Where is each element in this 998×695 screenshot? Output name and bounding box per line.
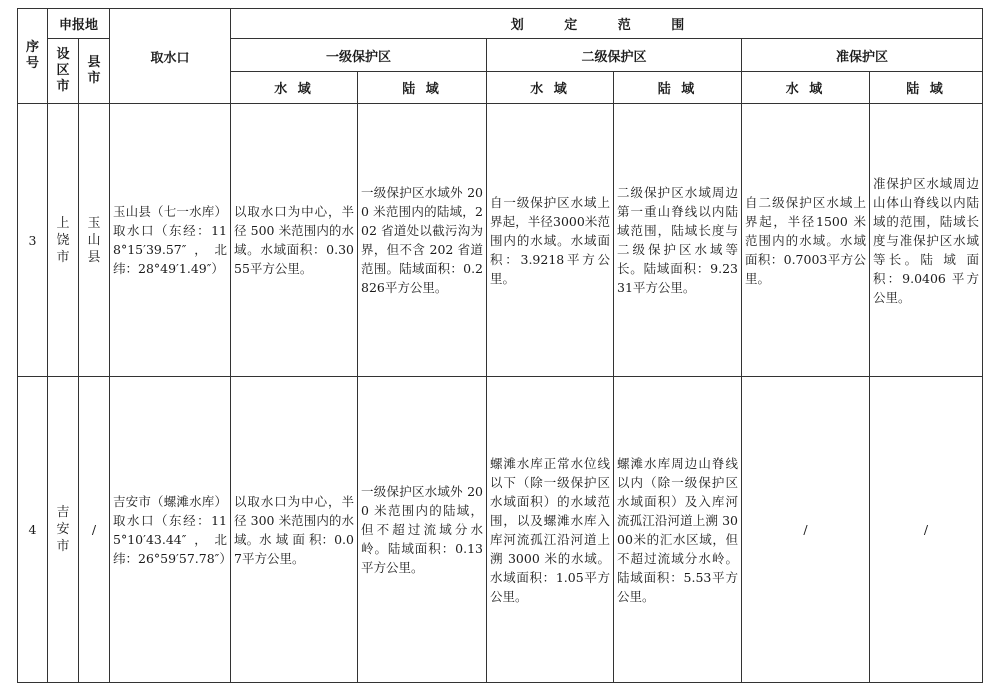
row-z3-land: / [870,377,983,683]
protection-zone-table [17,8,983,683]
header-scope: 划 定 范 围 [231,9,983,39]
header-intake: 取水口 [110,9,231,104]
row-z3-land: 准保护区水域周边山体山脊线以内陆域的范围，陆域长度与准保护区水域等长。陆 域 面 积：9.0406 平方公里。 [870,104,983,377]
header-city: 设区市 [48,39,79,104]
row-intake: 吉安市（螺滩水库）取水口（东经：115°10′43.44″，北 纬：26°59′57.78″） [110,377,231,683]
row-z3-water: / [742,377,870,683]
header-z2-water: 水 域 [487,72,614,104]
row-z1-water: 以取水口为中心，半径 300 米范围内的水域。水 域 面 积：0.07平方公里。 [231,377,358,683]
header-z1-land: 陆 域 [358,72,487,104]
row-intake: 玉山县（七一水库）取水口（东经：118°15′39.57″，北 纬：28°49′1.49″） [110,104,231,377]
header-report-place: 申报地 [48,9,110,39]
header-z3-water: 水 域 [742,72,870,104]
row-z3-water: 自二级保护区水域上界起，半径1500 米范围内的水域。水域面积：0.7003平方公里。 [742,104,870,377]
header-z3-land: 陆 域 [870,72,983,104]
header-zone3: 准保护区 [742,39,983,72]
row-seq: 3 [18,104,48,377]
row-city: 上饶市 [48,104,79,377]
row-z2-land: 螺滩水库周边山脊线以内（除一级保护区水域面积）及入库河流孤江沿河道上溯 3000米的汇水区域，但不超过流域分水岭。陆域面积：5.53平方公里。 [614,377,742,683]
row-z1-land: 一级保护区水域外 200 米范围内的陆域，但不超过流域分水岭。陆域面积：0.13平方公里。 [358,377,487,683]
header-z2-land: 陆 域 [614,72,742,104]
header-county: 县市 [79,39,110,104]
header-zone2: 二级保护区 [487,39,742,72]
row-county: 玉山县 [79,104,110,377]
row-z2-water: 螺滩水库正常水位线以下（除一级保护区水域面积）的水域范围，以及螺滩水库入库河流孤江沿河道上溯 3000 米的水域。水域面积：1.05平方公里。 [487,377,614,683]
header-zone1: 一级保护区 [231,39,487,72]
table-row [18,377,983,683]
row-county: / [79,377,110,683]
row-z1-water: 以取水口为中心，半径 500 米范围内的水域。水域面积：0.3055平方公里。 [231,104,358,377]
row-seq: 4 [18,377,48,683]
row-z2-land: 二级保护区水域周边第一重山脊线以内陆域范围，陆域长度与二级保护区水域等长。陆域面积：9.2331平方公里。 [614,104,742,377]
header-seq: 序号 [18,9,48,104]
row-city: 吉安市 [48,377,79,683]
header-z1-water: 水 域 [231,72,358,104]
row-z2-water: 自一级保护区水域上界起，半径3000米范围内的水域。水域面积：3.9218平方公里。 [487,104,614,377]
row-z1-land: 一级保护区水域外 200 米范围内的陆域，202 省道处以截污沟为界，但不含 202 省道范围。陆域面积：0.2826平方公里。 [358,104,487,377]
table-row [18,104,983,377]
